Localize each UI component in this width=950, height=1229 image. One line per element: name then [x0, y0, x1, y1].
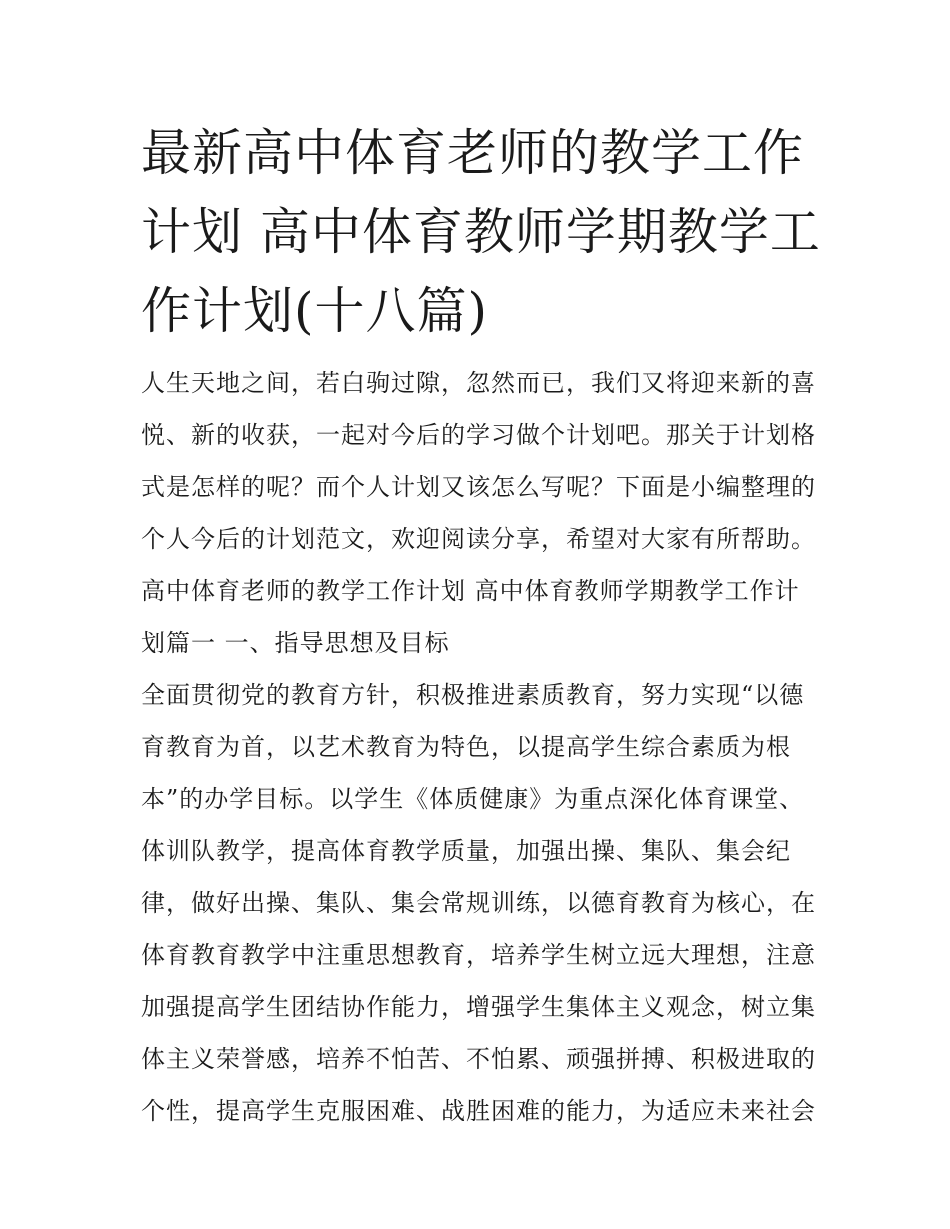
section-heading-line: 高中体育老师的教学工作计划 高中体育教师学期教学工作计	[141, 577, 800, 605]
body-line: 加强提高学生团结协作能力，增强学生集体主义观念，树立集	[141, 993, 816, 1021]
body-line: 人生天地之间，若白驹过隙，忽然而已，我们又将迎来新的喜	[141, 369, 816, 397]
body-line: 悦、新的收获，一起对今后的学习做个计划吧。那关于计划格	[141, 421, 816, 449]
section-heading-line: 划篇一 一、指导思想及目标	[141, 629, 450, 657]
document-body	[141, 357, 821, 1137]
body-line: 体主义荣誉感，培养不怕苦、不怕累、顽强拼搏、积极进取的	[141, 1045, 816, 1073]
document-title	[141, 114, 821, 351]
body-line: 育教育为首，以艺术教育为特色，以提高学生综合素质为根	[141, 733, 791, 761]
body-line: 体训队教学，提高体育教学质量，加强出操、集队、集会纪	[141, 837, 791, 865]
body-line: 律，做好出操、集队、集会常规训练，以德育教育为核心，在	[141, 889, 816, 917]
body-line: 个人今后的计划范文，欢迎阅读分享，希望对大家有所帮助。	[141, 525, 816, 553]
body-line: 本”的办学目标。以学生《体质健康》为重点深化体育课堂、	[141, 785, 805, 813]
body-line: 个性，提高学生克服困难、战胜困难的能力，为适应未来社会	[141, 1097, 816, 1125]
title-line: 计划 高中体育教师学期教学工	[141, 203, 821, 261]
title-line: 作计划(十八篇)	[141, 282, 489, 340]
title-line: 最新高中体育老师的教学工作	[141, 124, 804, 182]
body-line: 式是怎样的呢？而个人计划又该怎么写呢？下面是小编整理的	[141, 473, 816, 501]
body-line: 体育教育教学中注重思想教育，培养学生树立远大理想，注意	[141, 941, 816, 969]
body-line: 全面贯彻党的教育方针，积极推进素质教育，努力实现“以德	[141, 681, 805, 709]
